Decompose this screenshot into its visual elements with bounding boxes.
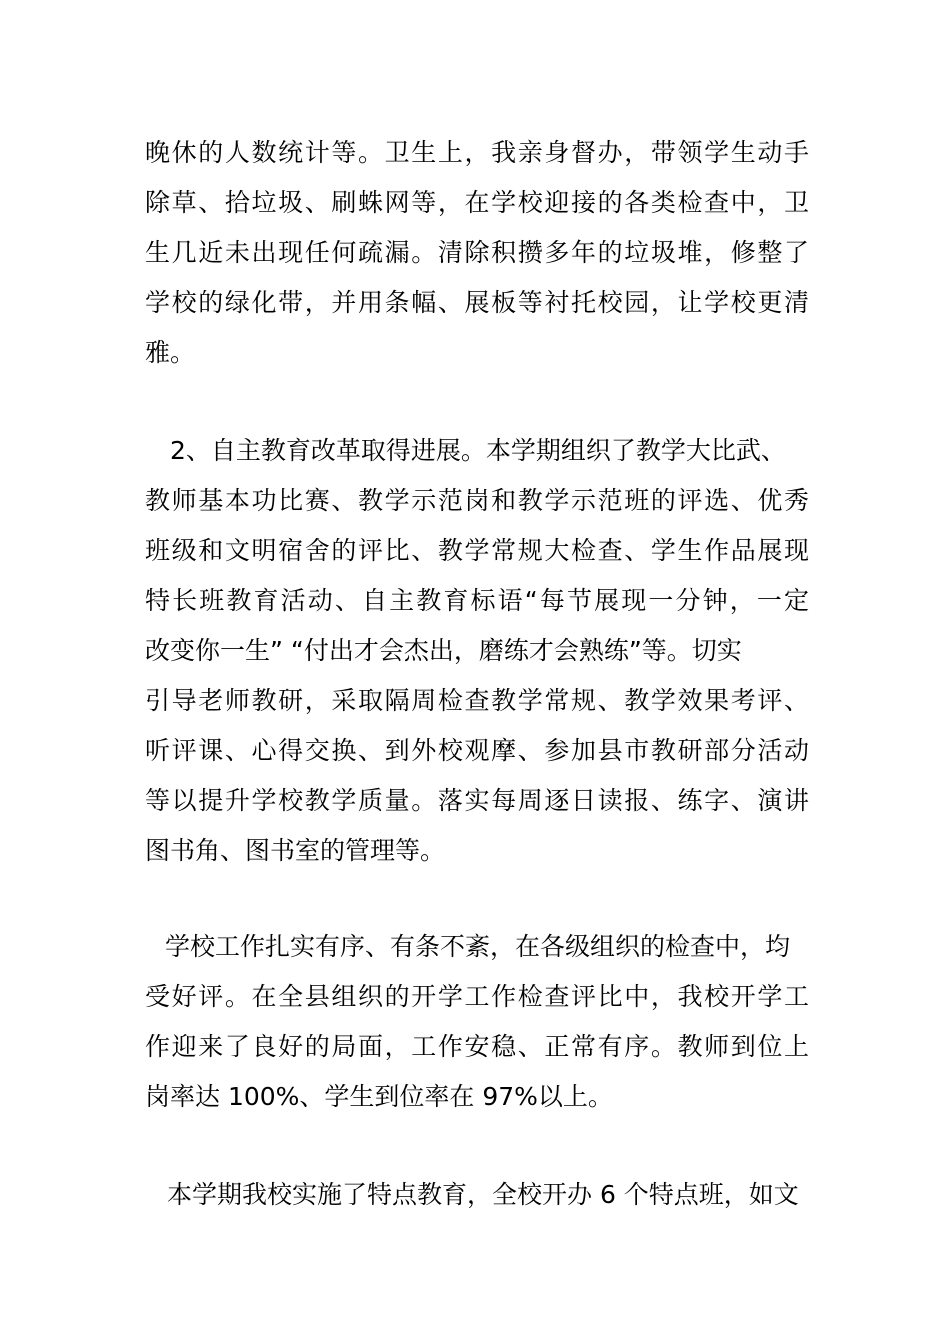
paragraph-3-line-2: 受好评。在全县组织的开学工作检查评比中，我校开学工 (145, 982, 809, 1011)
paragraph-2-line-2: 教师基本功比赛、教学示范岗和教学示范班的评选、优秀 (145, 486, 809, 515)
paragraph-2-line-4: 特长班教育活动、自主教育标语“每节展现一分钟，一定 (145, 586, 809, 615)
paragraph-2-line-8: 等以提升学校教学质量。落实每周逐日读报、练字、演讲 (145, 786, 809, 815)
paragraph-3-line-4: 岗率达 100%、学生到位率在 97%以上。 (145, 1082, 613, 1111)
paragraph-1-line-1: 晚休的人数统计等。卫生上，我亲身督办，带领学生动手 (145, 138, 809, 167)
paragraph-3 (145, 922, 809, 1122)
paragraph-1-line-4: 学校的绿化带，并用条幅、展板等衬托校园，让学校更清 (145, 288, 809, 317)
paragraph-4 (145, 1170, 809, 1220)
paragraph-2-line-3: 班级和文明宿舍的评比、教学常规大检查、学生作品展现 (145, 536, 809, 565)
paragraph-2-line-9: 图书角、图书室的管理等。 (145, 836, 446, 865)
paragraph-3-line-3: 作迎来了良好的局面，工作安稳、正常有序。教师到位上 (145, 1032, 809, 1061)
paragraph-2-line-1: 2、自主教育改革取得进展。本学期组织了教学大比武、 (170, 436, 786, 465)
paragraph-4-line-1: 本学期我校实施了特点教育，全校开办 6 个特点班，如文 (167, 1180, 799, 1209)
paragraph-1 (145, 128, 809, 378)
paragraph-1-line-5: 雅。 (145, 338, 196, 367)
paragraph-2 (145, 426, 809, 876)
paragraph-2-line-7: 听评课、心得交换、到外校观摩、参加县市教研部分活动 (145, 736, 809, 765)
paragraph-2-line-6: 引导老师教研，采取隔周检查教学常规、教学效果考评、 (145, 686, 809, 715)
paragraph-1-line-3: 生几近未出现任何疏漏。清除积攒多年的垃圾堆，修整了 (145, 238, 809, 267)
paragraph-2-line-5: 改变你一生” “付出才会杰出，磨练才会熟练”等。切实 (145, 636, 742, 665)
paragraph-3-line-1: 学校工作扎实有序、有条不紊，在各级组织的检查中，均 (165, 932, 791, 961)
paragraph-1-line-2: 除草、拾垃圾、刷蛛网等，在学校迎接的各类检查中，卫 (145, 188, 809, 217)
